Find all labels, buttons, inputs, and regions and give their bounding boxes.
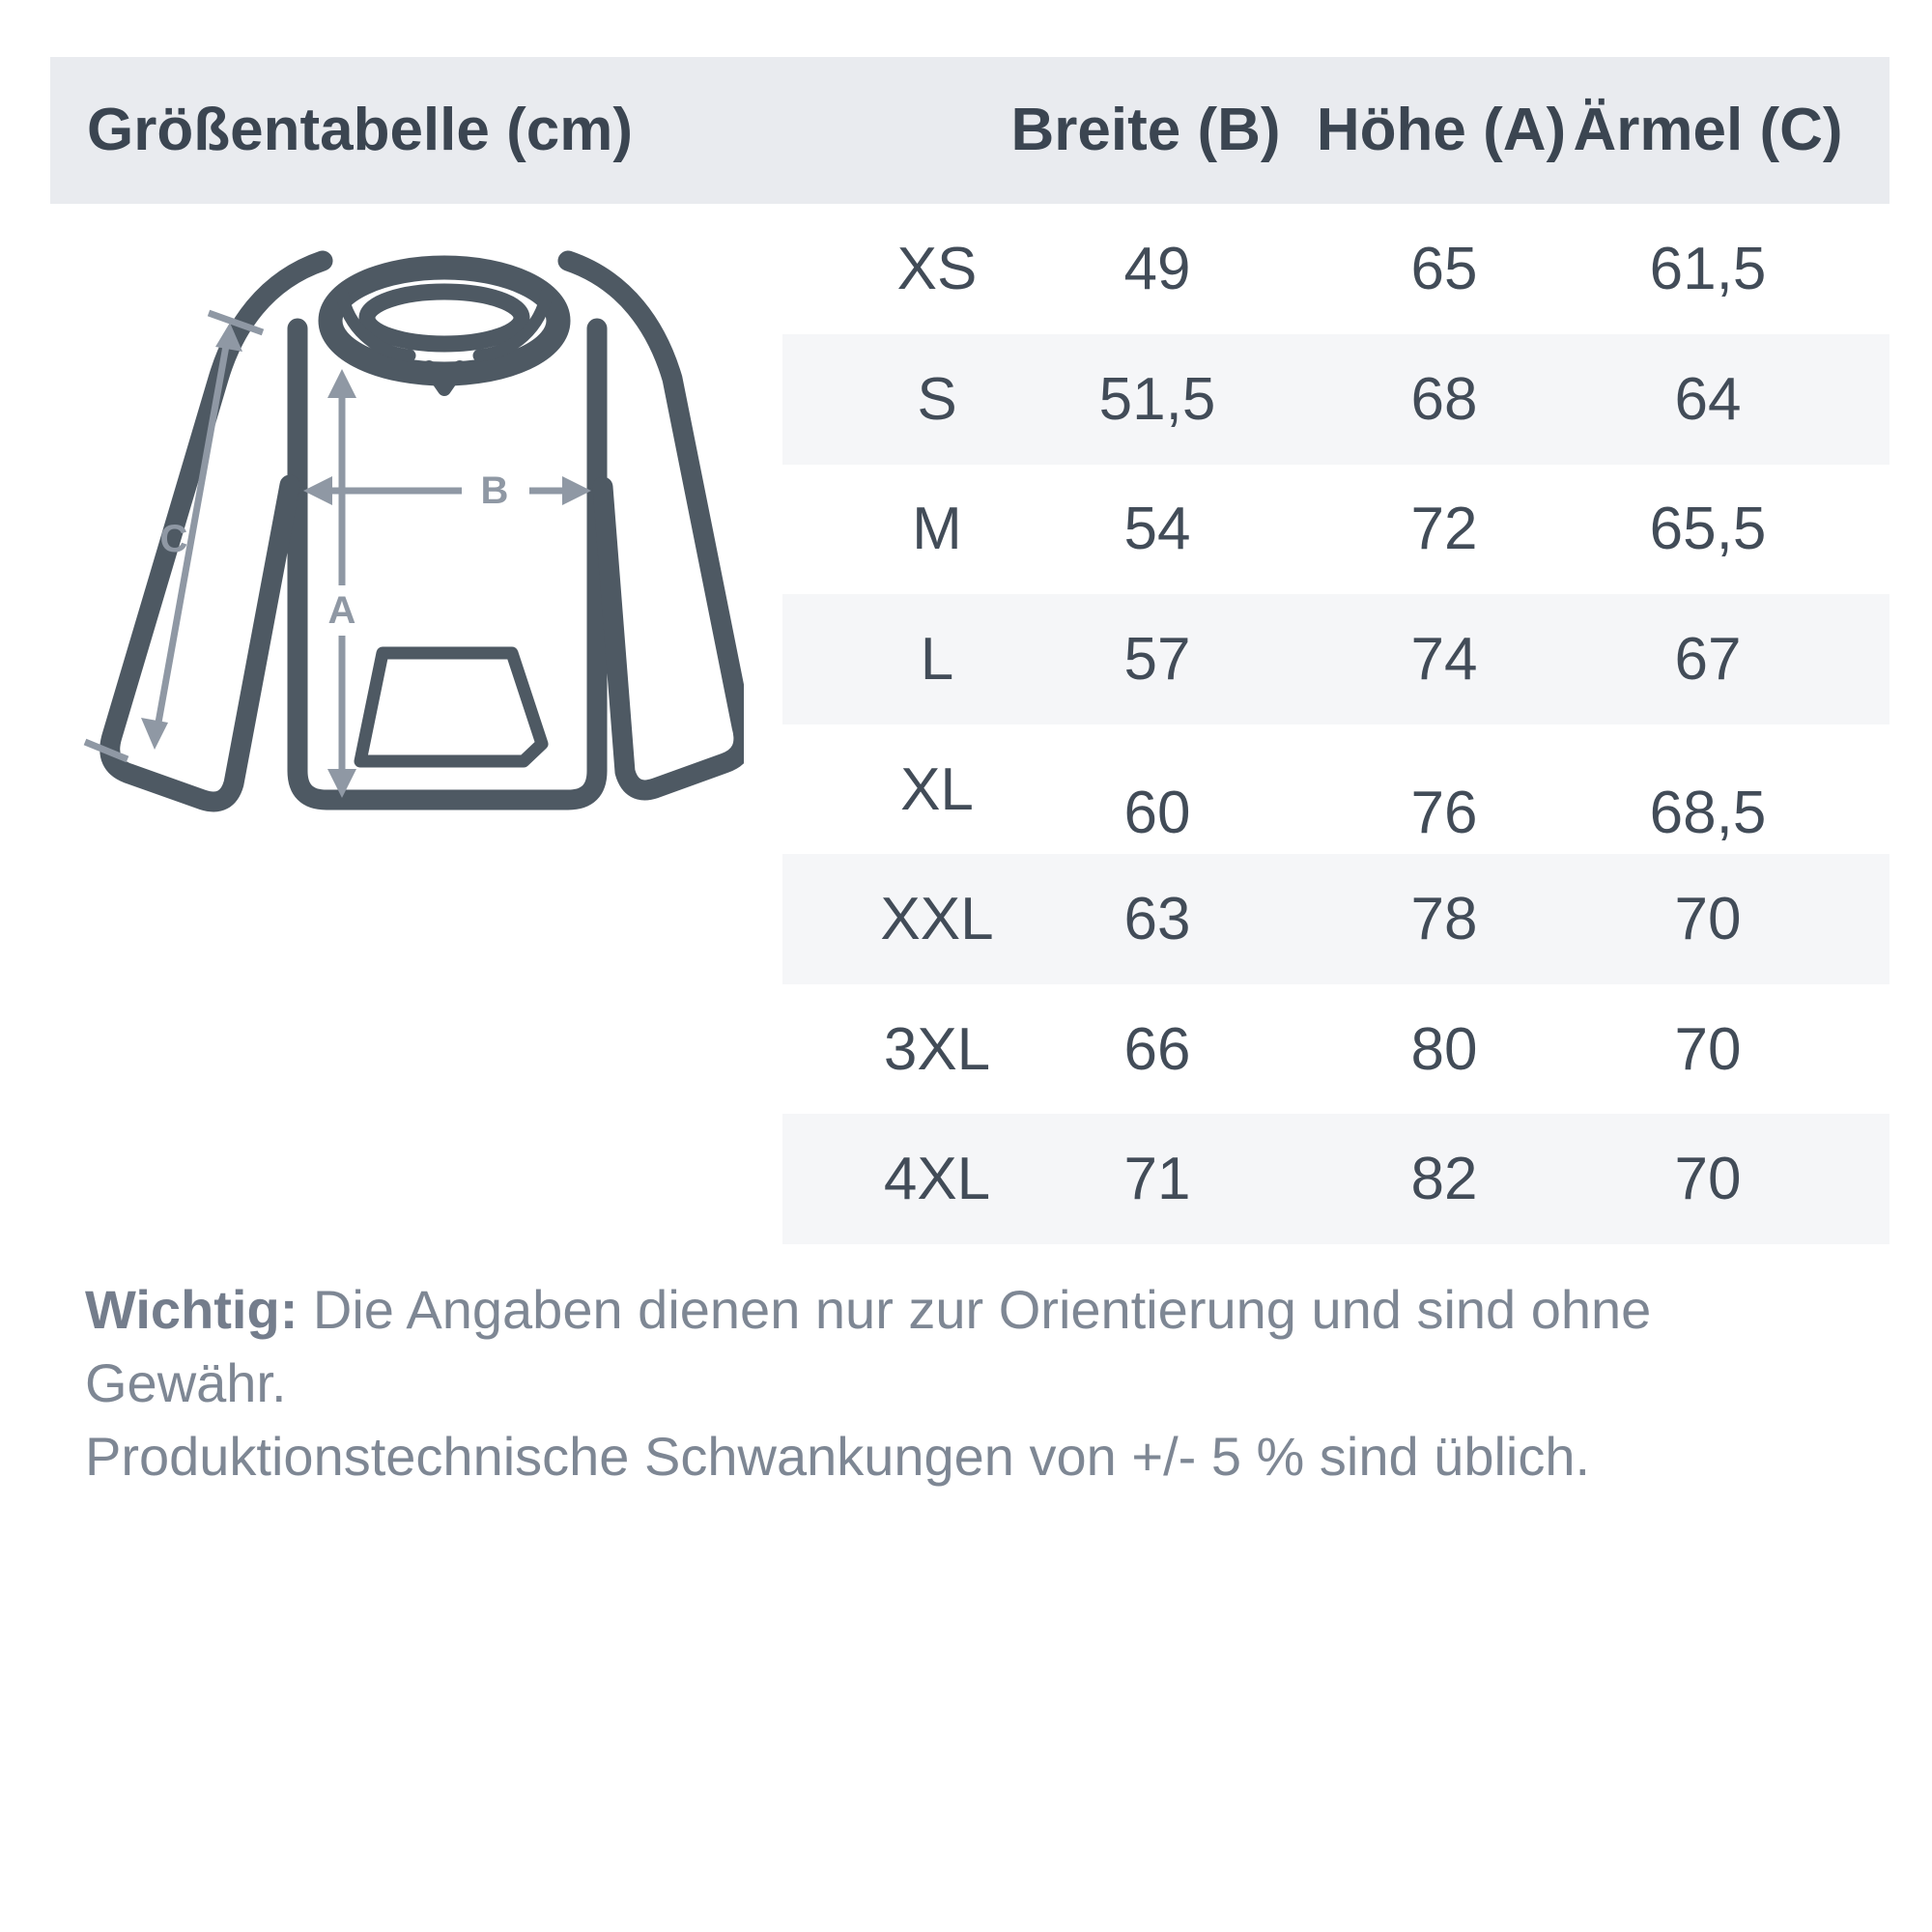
breite-cell: 60 [1123, 780, 1191, 846]
column-header-hoehe: Höhe (A) [1316, 97, 1567, 163]
hoehe-cell: 80 [1410, 1016, 1478, 1083]
breite-cell: 63 [1123, 886, 1191, 952]
breite-cell: 57 [1123, 626, 1191, 693]
table-row [50, 594, 1889, 724]
table-row [50, 1114, 1889, 1244]
size-cell: 4XL [883, 1146, 991, 1212]
size-cell: XS [896, 236, 978, 302]
table-row [50, 724, 1889, 855]
table-row [50, 204, 1889, 334]
dimension-label-b: B [480, 469, 509, 512]
aermel-cell: 70 [1674, 1016, 1742, 1083]
hoehe-cell: 68 [1410, 366, 1478, 433]
dimension-label-c: C [159, 518, 188, 560]
disclaimer-text-1: Die Angaben dienen nur zur Orientierung und sind ohne Gewähr. [85, 1279, 1652, 1413]
table-row [50, 464, 1889, 594]
disclaimer-bold-label: Wichtig: [85, 1279, 298, 1340]
breite-cell: 54 [1123, 496, 1191, 562]
page-title: Größentabelle (cm) [87, 97, 633, 163]
table-row [50, 854, 1889, 984]
hoehe-cell: 74 [1410, 626, 1478, 693]
disclaimer-line-2: Produktionstechnische Schwankungen von +/- 5 % sind üblich. [85, 1426, 1591, 1487]
hoehe-cell: 76 [1410, 780, 1478, 846]
size-cell: S [917, 366, 957, 433]
hoehe-cell: 72 [1410, 496, 1478, 562]
aermel-cell: 67 [1674, 626, 1742, 693]
column-header-breite: Breite (B) [1010, 97, 1281, 163]
size-cell: XXL [880, 886, 994, 952]
aermel-cell: 70 [1674, 886, 1742, 952]
table-row [50, 984, 1889, 1115]
size-cell: 3XL [883, 1016, 991, 1083]
aermel-cell: 68,5 [1649, 780, 1767, 846]
breite-cell: 66 [1123, 1016, 1191, 1083]
table-row [50, 334, 1889, 465]
hoehe-cell: 65 [1410, 236, 1478, 302]
aermel-cell: 61,5 [1649, 236, 1767, 302]
size-cell: XL [900, 756, 974, 823]
size-cell: M [912, 496, 962, 562]
disclaimer-note [85, 1273, 1853, 1493]
breite-cell: 71 [1123, 1146, 1191, 1212]
breite-cell: 51,5 [1098, 366, 1216, 433]
hoehe-cell: 78 [1410, 886, 1478, 952]
dimension-label-a: A [327, 589, 356, 632]
header-bar [50, 57, 1889, 204]
disclaimer-line-1 [85, 1273, 1853, 1420]
aermel-cell: 65,5 [1649, 496, 1767, 562]
size-cell: L [920, 626, 954, 693]
aermel-cell: 70 [1674, 1146, 1742, 1212]
breite-cell: 49 [1123, 236, 1191, 302]
aermel-cell: 64 [1674, 366, 1742, 433]
hoehe-cell: 82 [1410, 1146, 1478, 1212]
column-header-aermel: Ärmel (C) [1573, 97, 1843, 163]
